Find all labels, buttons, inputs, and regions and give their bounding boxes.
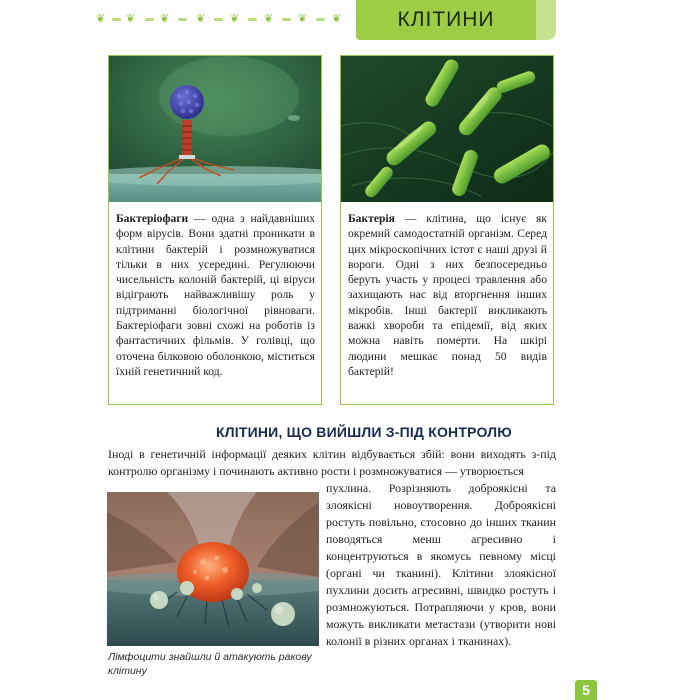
chapter-title-tab	[356, 0, 536, 40]
divider	[316, 18, 325, 21]
definition: — клітина, що існує як окремий самодостатній організм. Серед цих мікроскопічних істот є наші друзі й вороги. Одні з них безпосередньо беруть участь у процесі травлення або захищають нас від вторгнення інших мікробів. Інші бактерії викликають важкі хвороби та епідемії, від яких можна навіть померти. На шкірі людини мешкає понад 50 видів бактерій!	[348, 212, 547, 378]
bacteria-card	[340, 55, 554, 405]
divider	[178, 18, 187, 21]
leaf-icon: ❦	[196, 12, 206, 25]
tab-shadow	[536, 0, 556, 40]
bacteriophage-card	[108, 55, 322, 405]
definition: — одна з найдавніших форм вірусів. Вони здатні проникати в клітини бактерій і розмножуватися тільки в них усередині. Регулюючи чисельність колоній бактерій, ці віруси відіграють найважливішу роль у підтриманні біологічної рівноваги. Бактеріофаги зовні схожі на роботів із фантастичних фільмів. У голівці, що оточена білковою оболонкою, міститься їхній генетичний код.	[116, 212, 315, 378]
section-title: КЛІТИНИ, ЩО ВИЙШЛИ З-ПІД КОНТРОЛЮ	[216, 424, 512, 440]
image-caption: Лімфоцити знайшли й атакують ракову клітину	[108, 651, 312, 677]
divider	[282, 18, 291, 21]
term: Бактеріофаги	[116, 212, 189, 225]
leaf-icon: ❦	[126, 12, 136, 25]
divider	[112, 18, 121, 21]
section-body-paragraph: пухлина. Розрізняють доброякісні та злоякісні новоутворення. Доброякісні ростуть повільно, стосовно до інших тканин поводяться менш агресивно і концентруються в якомусь певному місці (органі чи тканині). Клітини злоякісної пухлини досить агресивні, швидко ростуть і розмножуються. Потрапляючи у кров, вони можуть викликати метастази (утворити нові колонії в різних органах і тканинах).	[326, 481, 556, 648]
bacteriophage-image	[109, 56, 321, 202]
lymphocyte-image	[107, 492, 319, 646]
header-strip	[0, 0, 700, 40]
leaf-icon: ❦	[230, 12, 240, 25]
bacteriophage-description	[116, 211, 315, 379]
leaf-icon: ❦	[160, 12, 170, 25]
divider	[214, 18, 223, 21]
leaf-icon: ❦	[264, 12, 274, 25]
bacteria-image	[341, 56, 553, 202]
leaf-icon: ❦	[298, 12, 308, 25]
term: Бактерія	[348, 212, 395, 225]
bacteria-description	[348, 211, 547, 379]
page-number: 5	[582, 682, 590, 698]
section-intro-paragraph: Іноді в генетичній інформації деяких клітин відбувається збій: вони виходять з-під контролю організму і починають активно рости і розмножуватися — утворюється	[108, 447, 556, 478]
chapter-title: КЛІТИНИ	[397, 8, 495, 31]
divider	[145, 18, 154, 21]
divider	[248, 18, 257, 21]
page-number-badge	[575, 680, 597, 700]
leaf-icon: ❦	[332, 12, 342, 25]
leaf-icon: ❦	[96, 12, 106, 25]
